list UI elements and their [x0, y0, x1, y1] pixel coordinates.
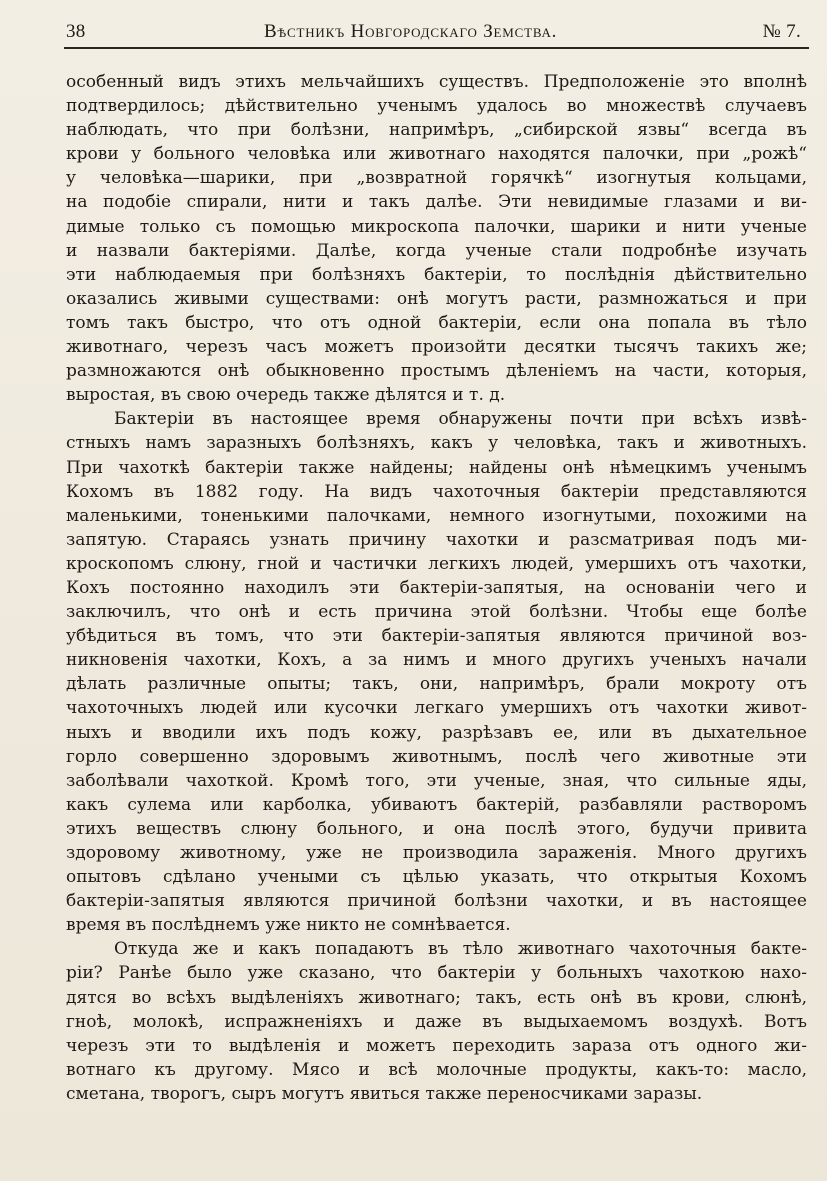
text-line: дятся во всѣхъ выдѣленіяхъ животнаго; такъ, есть онѣ въ крови, слюнѣ, [66, 987, 807, 1008]
text-line: горло совершенно здоровымъ животнымъ, послѣ чего животные эти [66, 746, 807, 767]
text-line: время въ послѣднемъ уже никто не сомнѣвается. [66, 915, 511, 936]
text-line: дѣлать различные опыты; такъ, они, напримѣръ, брали мокроту отъ [66, 674, 807, 695]
text-line: заболѣвали чахоткой. Кромѣ того, эти ученые, зная, что сильные яды, [66, 770, 807, 791]
text-line: выростая, въ свою очередь также дѣлятся и т. д. [66, 385, 506, 406]
header-rule [64, 47, 809, 49]
text-line: вотнаго къ другому. Мясо и всѣ молочные продукты, какъ-то: масло, [66, 1059, 807, 1080]
text-line: убѣдиться въ томъ, что эти бактеріи-запятыя являются причиной воз- [66, 626, 807, 647]
text-line: и назвали бактеріями. Далѣе, когда ученые стали подробнѣе изучать [66, 240, 807, 261]
text-line: черезъ эти то выдѣленія и можетъ переходить зараза отъ одного жи- [66, 1035, 807, 1056]
text-line: никновенія чахотки, Кохъ, а за нимъ и много другихъ ученыхъ начали [66, 650, 807, 671]
text-line: у человѣка—шарики, при „возвратной горячкѣ“ изогнутыя кольцами, [66, 168, 807, 189]
text-line: сметана, творогъ, сыръ могутъ явиться также переносчиками заразы. [66, 1083, 703, 1104]
text-line: здоровому животному, уже не производила зараженія. Много другихъ [66, 843, 807, 863]
issue-number: № 7. [762, 21, 801, 42]
text-line: эти наблюдаемыя при болѣзняхъ бактеріи, то послѣднія дѣйствительно [66, 264, 807, 285]
text-line: томъ такъ быстро, что отъ одной бактеріи, если она попала въ тѣло [66, 312, 807, 333]
page-number: 38 [66, 21, 86, 42]
paragraph [66, 407, 807, 937]
text-line: Кохомъ въ 1882 году. На видъ чахоточныя бактеріи представляются [66, 481, 807, 502]
paragraph [66, 70, 807, 407]
text-line: Кохъ постоянно находилъ эти бактеріи-запятыя, на основаніи чего и [66, 577, 807, 598]
text-line: крови у больного человѣка или животнаго находятся палочки, при „рожѣ“ [66, 144, 807, 165]
journal-title: Вѣстникъ Новгородскаго Земства. [264, 21, 558, 42]
text-line: гноѣ, молокѣ, испражненіяхъ и даже въ выдыхаемомъ воздухѣ. Вотъ [66, 1011, 807, 1032]
text-line: бактеріи-запятыя являются причиной болѣзни чахотки, и въ настоящее [66, 891, 807, 912]
text-line: При чахоткѣ бактеріи также найдены; найдены онѣ нѣмецкимъ ученымъ [66, 457, 807, 478]
text-line: ріи? Ранѣе было уже сказано, что бактеріи у больныхъ чахоткою нахо- [66, 963, 807, 984]
text-line: наблюдать, что при болѣзни, напримѣръ, „сибирской язвы“ всегда въ [66, 120, 807, 141]
text-line: ныхъ и вводили ихъ подъ кожу, разрѣзавъ ее, или въ дыхательное [66, 722, 807, 743]
text-line: особенный видъ этихъ мельчайшихъ существъ. Предположеніе это вполнѣ [66, 72, 807, 92]
paragraph [66, 937, 807, 1106]
text-line: чахоточныхъ людей или кусочки легкаго умершихъ отъ чахотки живот- [66, 698, 807, 719]
text-line: на подобіе спирали, нити и такъ далѣе. Эти невидимые глазами и ви- [66, 192, 807, 213]
text-line: стныхъ намъ заразныхъ болѣзняхъ, какъ у человѣка, такъ и животныхъ. [66, 433, 807, 454]
text-line: заключилъ, что онѣ и есть причина этой болѣзни. Чтобы еще болѣе [66, 602, 807, 623]
article-body [66, 70, 807, 1106]
text-line: какъ сулема или карболка, убиваютъ бактерій, разбавляли растворомъ [66, 794, 807, 815]
text-line: кроскопомъ слюну, гной и частички легкихъ людей, умершихъ отъ чахотки, [66, 553, 807, 574]
text-line: димые только съ помощью микроскопа палочки, шарики и нити ученые [66, 216, 807, 237]
text-line: оказались живыми существами: онѣ могутъ расти, размножаться и при [66, 288, 807, 309]
text-line: маленькими, тоненькими палочками, немного изогнутыми, похожими на [66, 505, 807, 526]
running-header [66, 17, 805, 47]
text-line: опытовъ сдѣлано учеными съ цѣлью указать, что открытыя Кохомъ [66, 867, 807, 888]
text-line: запятую. Стараясь узнать причину чахотки и разсматривая подъ ми- [66, 529, 807, 550]
text-line: Бактеріи въ настоящее время обнаружены почти при всѣхъ извѣ- [114, 409, 807, 430]
text-line: Откуда же и какъ попадаютъ въ тѣло животнаго чахоточныя бакте- [114, 939, 807, 960]
text-line: размножаются онѣ обыкновенно простымъ дѣленіемъ на части, которыя, [66, 361, 807, 382]
text-line: животнаго, черезъ часъ можетъ произойти десятки тысячъ такихъ же; [66, 337, 807, 358]
text-line: подтвердилось; дѣйствительно ученымъ удалось во множествѣ случаевъ [66, 96, 807, 117]
text-line: этихъ веществъ слюну больного, и она послѣ этого, будучи привита [66, 818, 807, 839]
